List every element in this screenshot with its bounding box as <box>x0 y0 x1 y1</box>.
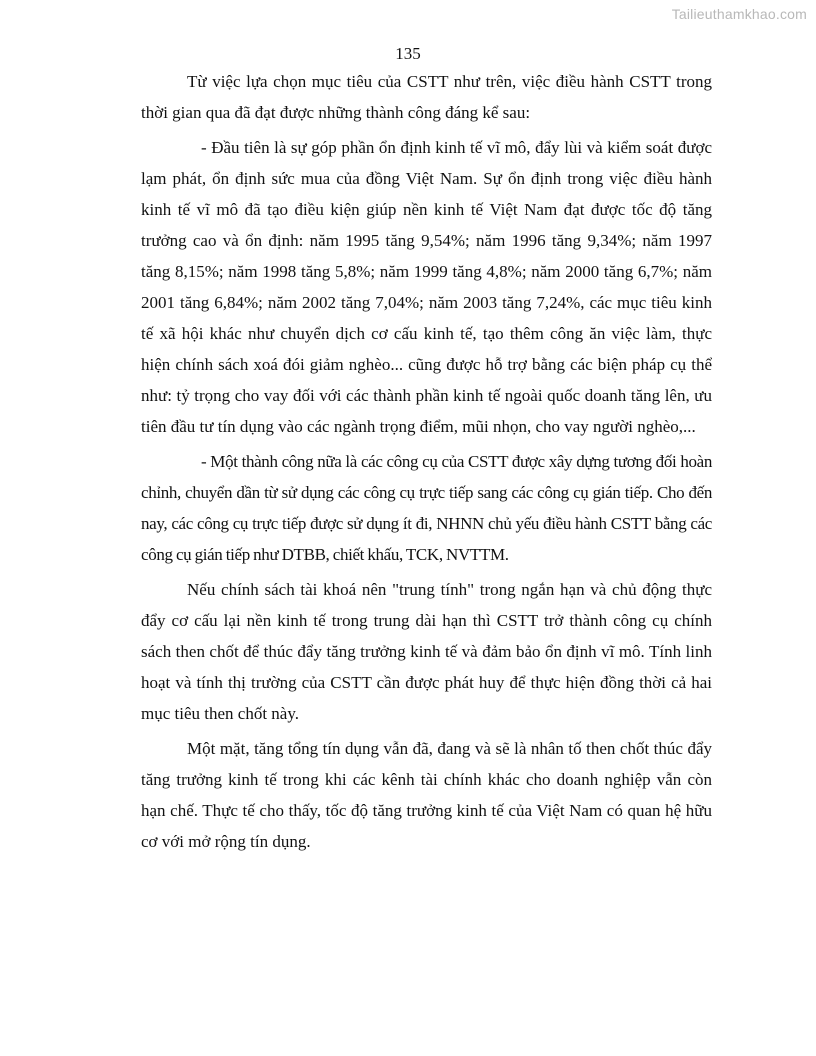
paragraph-fiscal-policy: Nếu chính sách tài khoá nên "trung tính" trong ngắn hạn và chủ động thực đẩy cơ cấu lại nền kinh tế trong trung dài hạn thì CSTT trở thành công cụ chính sách then chốt để thúc đẩy tăng trưởng kinh tế và đảm bảo ổn định vĩ mô. Tính linh hoạt và tính thị trường của CSTT cần được phát huy để thực hiện đồng thời cả hai mục tiêu then chốt này. <box>141 580 712 723</box>
paragraph-intro: Từ việc lựa chọn mục tiêu của CSTT như trên, việc điều hành CSTT trong thời gian qua đã đạt được những thành công đáng kể sau: <box>141 72 712 122</box>
paragraph-achievement-stability: - Đầu tiên là sự góp phần ổn định kinh tế vĩ mô, đẩy lùi và kiểm soát được lạm phát, ổn định sức mua của đồng Việt Nam. Sự ổn định trong việc điều hành kinh tế vĩ mô đã tạo điều kiện giúp nền kinh tế Việt Nam đạt được tốc độ tăng trưởng cao và ổn định: năm 1995 tăng 9,54%; năm 1996 tăng 9,34%; năm 1997 tăng 8,15%; năm 1998 tăng 5,8%; năm 1999 tăng 4,8%; năm 2000 tăng 6,7%; năm 2001 tăng 6,84%; năm 2002 tăng 7,04%; năm 2003 tăng 7,24%, các mục tiêu kinh tế xã hội khác như chuyển dịch cơ cấu kinh tế, tạo thêm công ăn việc làm, thực hiện chính sách xoá đói giảm nghèo... cũng được hỗ trợ bằng các biện pháp cụ thể như: tỷ trọng cho vay đối với các thành phần kinh tế ngoài quốc doanh tăng lên, ưu tiên đầu tư tín dụng vào các ngành trọng điểm, mũi nhọn, cho vay người nghèo,... <box>141 138 712 436</box>
paragraph-achievement-instruments: - Một thành công nữa là các công cụ của CSTT được xây dựng tương đối hoàn chỉnh, chuyển dần từ sử dụng các công cụ trực tiếp sang các công cụ gián tiếp. Cho đến nay, các công cụ trực tiếp được sử dụng ít đi, NHNN chủ yếu điều hành CSTT bằng các công cụ gián tiếp như DTBB, chiết khấu, TCK, NVTTM. <box>141 452 712 564</box>
page-number: 135 <box>395 44 421 63</box>
paragraph-credit-growth: Một mặt, tăng tổng tín dụng vẫn đã, đang và sẽ là nhân tố then chốt thúc đẩy tăng trưởng kinh tế trong khi các kênh tài chính khác cho doanh nghiệp vẫn còn hạn chế. Thực tế cho thấy, tốc độ tăng trưởng kinh tế của Việt Nam có quan hệ hữu cơ với mở rộng tín dụng. <box>141 739 712 851</box>
document-body <box>141 66 712 861</box>
watermark: Tailieuthamkhao.com <box>671 6 807 22</box>
